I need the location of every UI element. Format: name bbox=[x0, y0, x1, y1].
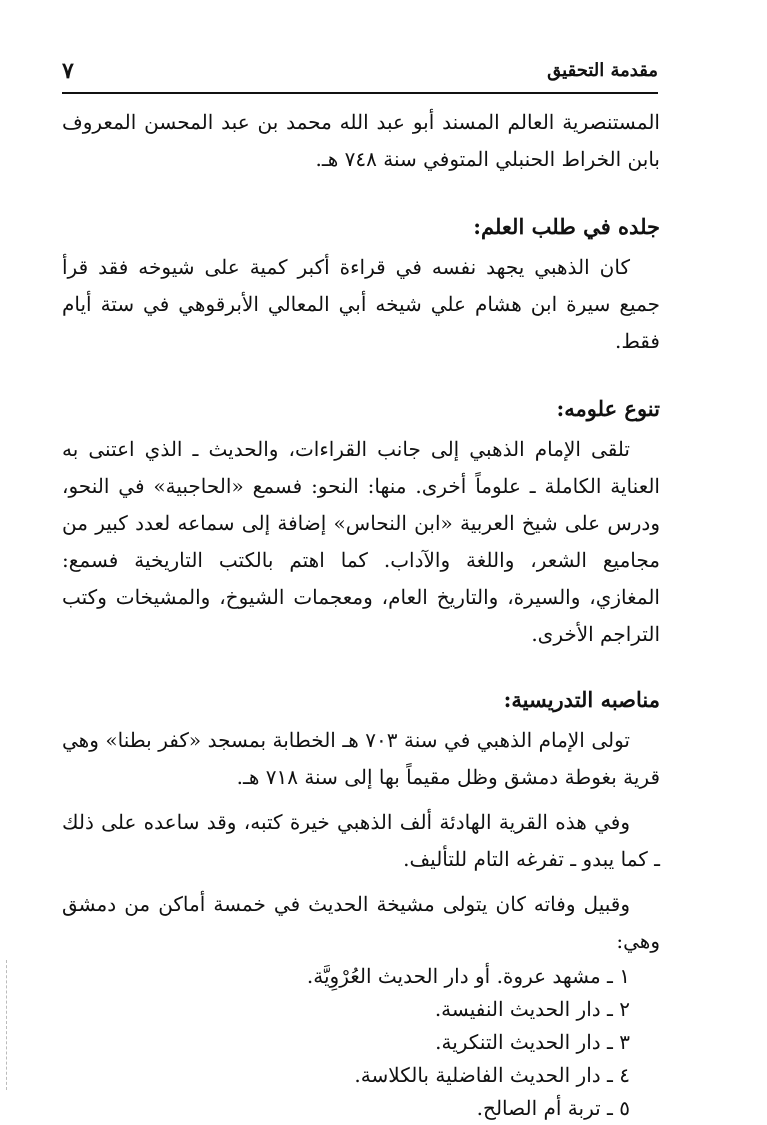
teaching-posts-paragraph-2: وفي هذه القرية الهادئة ألف الذهبي خيرة كتبه، وقد ساعده على ذلك ـ كما يبدو ـ تفرغه التام للتأليف. bbox=[62, 810, 660, 871]
list-item: ٥ ـ تربة أم الصالح. bbox=[476, 1096, 630, 1120]
scan-margin-line bbox=[6, 960, 8, 1090]
section-heading-teaching-posts: مناصبه التدريسية: bbox=[503, 687, 660, 712]
teaching-posts-paragraph-1: تولى الإمام الذهبي في سنة ٧٠٣ هـ الخطابة بمسجد «كفر بطنا» وهي قرية بغوطة دمشق وظل مقيماً بها إلى سنة ٧١٨ هـ. bbox=[62, 728, 660, 789]
page-body bbox=[62, 104, 660, 1125]
page-number: ٧ bbox=[62, 58, 74, 84]
list-item: ٢ ـ دار الحديث النفيسة. bbox=[434, 997, 630, 1021]
running-header bbox=[62, 58, 658, 94]
section-heading-sciences: تنوع علومه: bbox=[556, 396, 660, 421]
section-sciences-text: تلقى الإمام الذهبي إلى جانب القراءات، والحديث ـ الذي اعتنى به العناية الكاملة ـ علوماً أخرى. منها: النحو: فسمع «الحاجبية» في النحو، ودرس على شيخ العربية «ابن النحاس» إضافة إلى سماعه لعدد كبير من مجاميع الشعر، واللغة والآداب. كما اهتم بالكتب التاريخية فسمع: المغازي، والسيرة، والتاريخ العام، ومعجمات الشيوخ، والمشيخات وكتب التراجم الأخرى. bbox=[62, 437, 660, 646]
section-heading-study-effort: جلده في طلب العلم: bbox=[473, 214, 660, 239]
hadith-houses-list bbox=[62, 960, 660, 1125]
list-item: ٣ ـ دار الحديث التنكرية. bbox=[435, 1030, 630, 1054]
header-title: مقدمة التحقيق bbox=[547, 60, 658, 81]
list-item: ٤ ـ دار الحديث الفاضلية بالكلاسة. bbox=[354, 1063, 630, 1087]
intro-paragraph: المستنصرية العالم المسند أبو عبد الله محمد بن عبد المحسن المعروف بابن الخراط الحنبلي المتوفي سنة ٧٤٨ هـ. bbox=[62, 110, 660, 171]
section-study-effort-text: كان الذهبي يجهد نفسه في قراءة أكبر كمية على شيوخه فقد قرأ جميع سيرة ابن هشام علي شيخه أبي المعالي الأبرقوهي في ستة أيام فقط. bbox=[62, 255, 660, 353]
list-item: ١ ـ مشهد عروة. أو دار الحديث العُرْوِيَّة. bbox=[306, 964, 630, 988]
teaching-posts-paragraph-3: وقبيل وفاته كان يتولى مشيخة الحديث في خمسة أماكن من دمشق وهي: bbox=[62, 892, 660, 953]
